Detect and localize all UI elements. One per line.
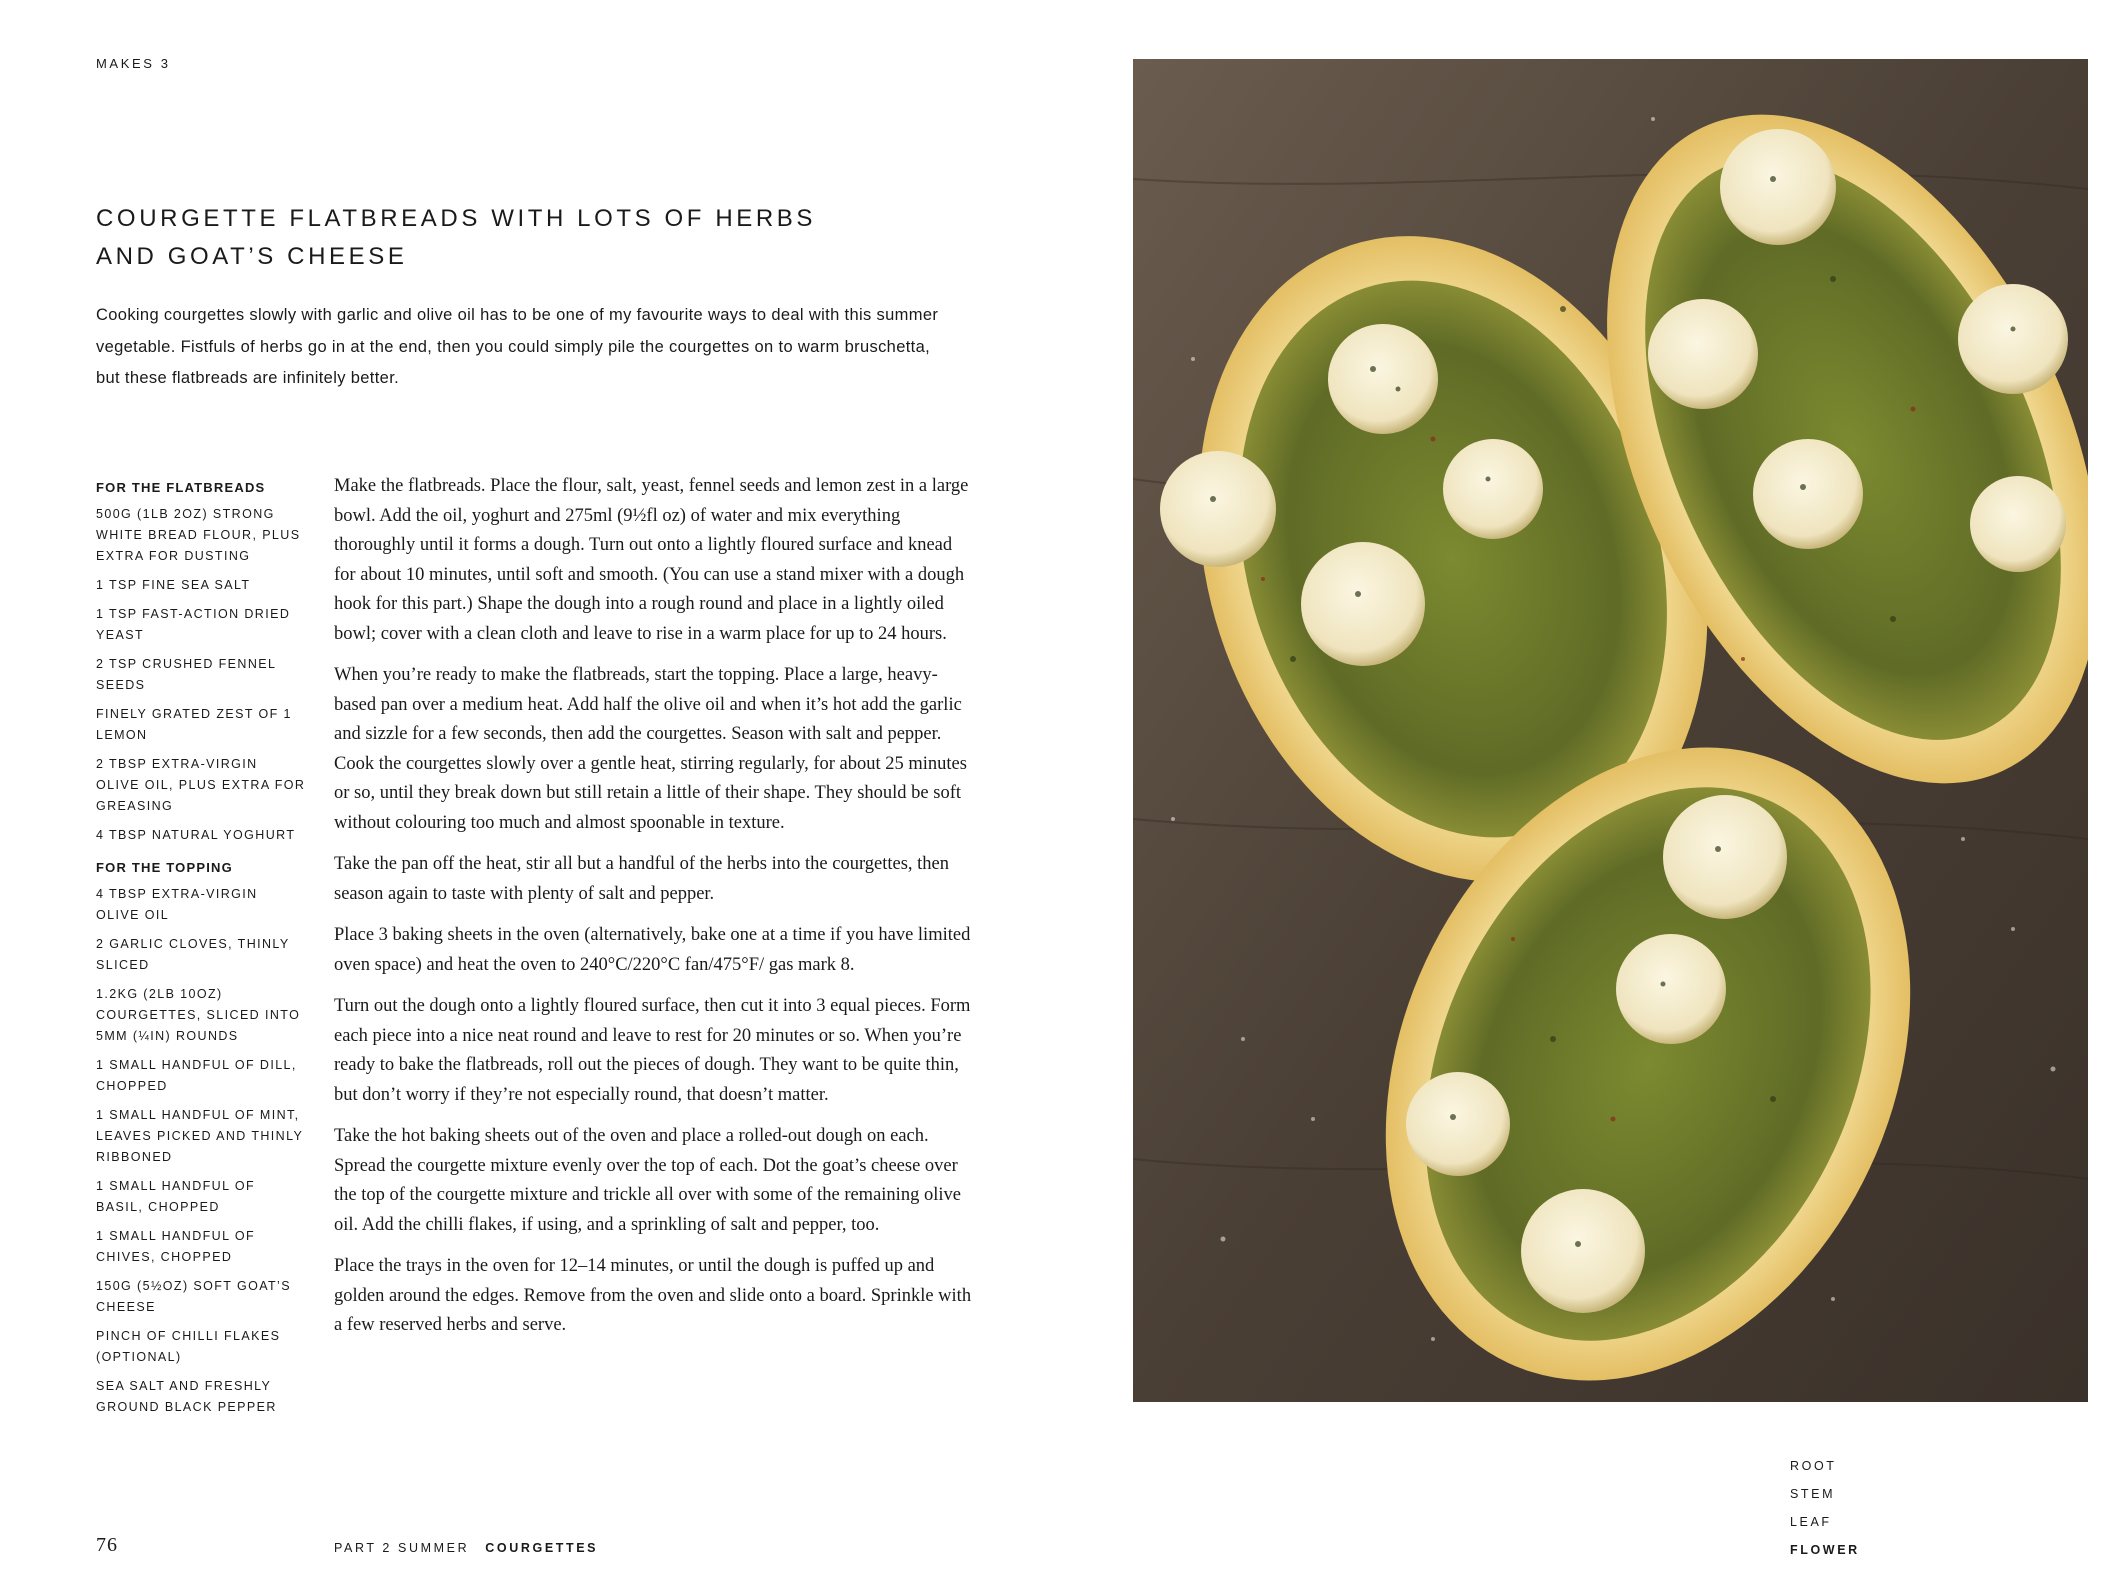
running-footer	[334, 1541, 598, 1555]
ingredient-item: 500G (1LB 2OZ) STRONG WHITE BREAD FLOUR, PLUS EXTRA FOR DUSTING	[96, 507, 301, 563]
chapter-nav-leaf: LEAF	[1790, 1515, 1832, 1529]
method-step: Place 3 baking sheets in the oven (alternatively, bake one at a time if you have limited oven space) and heat the oven to 240°C/220°C fan/475°F/ gas mark 8.	[334, 925, 971, 975]
ingredient-item: 1 SMALL HANDFUL OF CHIVES, CHOPPED	[96, 1229, 256, 1264]
flatbreads-heading: FOR THE FLATBREADS	[96, 480, 266, 495]
flatbreads-photo	[1133, 59, 2088, 1402]
recipe-title-line-2: AND GOAT’S CHEESE	[96, 243, 408, 270]
ingredient-item: 4 TBSP NATURAL YOGHURT	[96, 828, 296, 842]
ingredient-item: 4 TBSP EXTRA-VIRGIN OLIVE OIL	[96, 887, 258, 922]
chapter-nav	[1790, 1452, 1860, 1564]
chapter-nav-stem: STEM	[1790, 1487, 1836, 1501]
ingredient-item: 150G (5½OZ) SOFT GOAT’S CHEESE	[96, 1279, 291, 1314]
topping-heading: FOR THE TOPPING	[96, 860, 233, 875]
flatbreads-illustration	[1133, 59, 2088, 1402]
chapter-nav-root: ROOT	[1790, 1459, 1837, 1473]
ingredient-item: SEA SALT AND FRESHLY GROUND BLACK PEPPER	[96, 1379, 277, 1414]
method-step: Place the trays in the oven for 12–14 minutes, or until the dough is puffed up and golden around the edges. Remove from the oven and slide onto a board. Sprinkle with a few reserved herbs and serve.	[334, 1256, 972, 1335]
ingredient-item: 1.2KG (2LB 10OZ) COURGETTES, SLICED INTO 5MM (¼IN) ROUNDS	[96, 987, 301, 1043]
ingredient-item: 2 TBSP EXTRA-VIRGIN OLIVE OIL, PLUS EXTRA FOR GREASING	[96, 757, 306, 813]
ingredient-item: FINELY GRATED ZEST OF 1 LEMON	[96, 707, 292, 742]
ingredient-item: 1 TSP FAST-ACTION DRIED YEAST	[96, 607, 291, 642]
recipe-title-line-1: COURGETTE FLATBREADS WITH LOTS OF HERBS	[96, 205, 817, 232]
method-step: Take the hot baking sheets out of the oven and place a rolled-out dough on each. Spread the courgette mixture evenly over the top of each. Dot the goat’s cheese over the top of the courgette mixture and trickle all over with some of the remaining olive oil. Add the chilli flakes, if using, and a sprinkling of salt and pepper, too.	[334, 1126, 961, 1235]
flatbreads-ingredients	[96, 504, 306, 846]
ingredient-item: 2 GARLIC CLOVES, THINLY SLICED	[96, 937, 290, 972]
method-steps	[334, 472, 974, 1353]
ingredients-list	[96, 478, 306, 1426]
recipe-intro: Cooking courgettes slowly with garlic and olive oil has to be one of my favourite ways to deal with this summer vegetable. Fistfuls of herbs go in at the end, then you could simply pile the courgettes on to warm bruschetta, but these flatbreads are infinitely better.	[96, 306, 939, 387]
ingredient-item: 1 TSP FINE SEA SALT	[96, 578, 251, 592]
page-number: 76	[96, 1534, 118, 1556]
topping-ingredients	[96, 884, 306, 1418]
recipe-title	[96, 200, 956, 276]
ingredient-item: PINCH OF CHILLI FLAKES (OPTIONAL)	[96, 1329, 281, 1364]
method-step: Turn out the dough onto a lightly floured surface, then cut it into 3 equal pieces. Form each piece into a nice neat round and leave to rest for 20 minutes or so. When you’re ready to bake the flatbreads, roll out the pieces of dough. They want to be quite thin, but don’t worry if they’re not especially round, that doesn’t matter.	[334, 996, 971, 1105]
chapter-nav-flower: FLOWER	[1790, 1543, 1860, 1557]
running-footer-section: COURGETTES	[485, 1541, 599, 1555]
method-step: Make the flatbreads. Place the flour, salt, yeast, fennel seeds and lemon zest in a large bowl. Add the oil, yoghurt and 275ml (9½fl oz) of water and mix everything thoroughly until it forms a dough. Turn out onto a lightly floured surface and knead for about 10 minutes, until soft and smooth. (You can use a stand mixer with a dough hook for this part.) Shape the dough into a rough round and place in a lightly oiled bowl; cover with a clean cloth and leave to rise in a warm place for up to 24 hours.	[334, 476, 969, 644]
ingredient-item: 1 SMALL HANDFUL OF MINT, LEAVES PICKED AND THINLY RIBBONED	[96, 1108, 304, 1164]
ingredient-item: 2 TSP CRUSHED FENNEL SEEDS	[96, 657, 276, 692]
ingredient-item: 1 SMALL HANDFUL OF BASIL, CHOPPED	[96, 1179, 256, 1214]
running-footer-part: PART 2 SUMMER	[334, 1541, 470, 1555]
method-step: Take the pan off the heat, stir all but a handful of the herbs into the courgettes, then season again to taste with plenty of salt and pepper.	[334, 854, 950, 904]
ingredient-item: 1 SMALL HANDFUL OF DILL, CHOPPED	[96, 1058, 297, 1093]
yield-label: MAKES 3	[96, 56, 171, 71]
method-step: When you’re ready to make the flatbreads, start the topping. Place a large, heavy-based pan over a medium heat. Add half the olive oil and when it’s hot add the garlic and sizzle for a few seconds, then add the courgettes. Season with salt and pepper. Cook the courgettes slowly over a gentle heat, stirring regularly, for about 25 minutes or so, until they break down but still retain a little of their shape. They should be soft without colouring too much and almost spoonable in texture.	[334, 665, 967, 833]
